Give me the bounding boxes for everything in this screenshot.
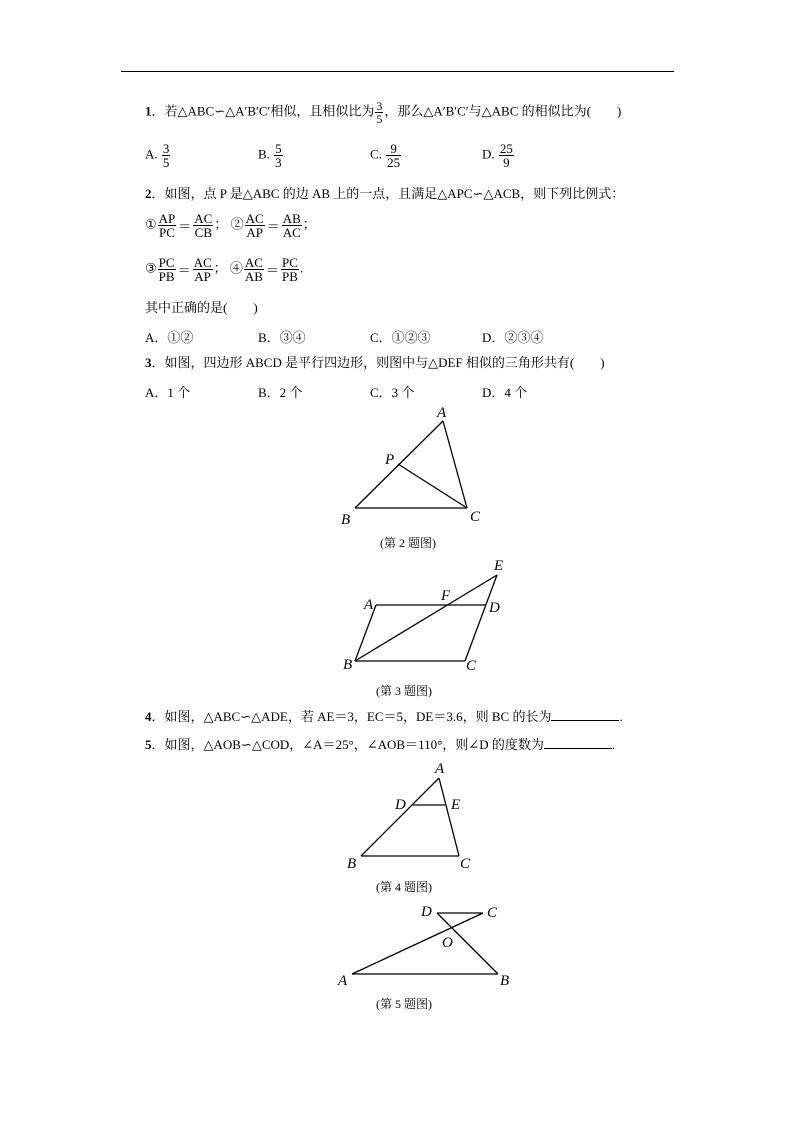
q2-option-a[interactable]: A．①② — [145, 330, 194, 345]
denominator: AP — [246, 225, 263, 240]
punctuation: . — [611, 737, 616, 752]
question-number: 5 — [145, 737, 152, 752]
punctuation: ； — [302, 216, 316, 232]
fig5-label-c: C — [487, 905, 498, 921]
segment-ce — [465, 575, 497, 661]
denominator: 5 — [376, 112, 383, 126]
fig5-label-o: O — [442, 935, 453, 951]
numerator: AC — [244, 255, 263, 270]
equals-sign: ＝ — [266, 219, 280, 234]
segment-ac — [352, 913, 483, 974]
numerator: 5 — [275, 141, 282, 156]
q2-option-d[interactable]: D．②③④ — [482, 330, 544, 345]
fig4-label-e: E — [451, 797, 461, 813]
fig5-label-b: B — [500, 973, 510, 989]
numerator: AC — [193, 255, 212, 270]
figure-5 — [352, 913, 498, 974]
q3-option-a[interactable]: A．1 个 — [145, 385, 191, 400]
fig3-label-a: A — [364, 597, 374, 613]
punctuation: ； — [214, 216, 228, 232]
option-letter: A. — [145, 146, 158, 162]
q3-option-b[interactable]: B．2 个 — [258, 385, 303, 400]
segment-ab — [361, 778, 439, 856]
question-text: ．如图，△AOB∽△COD，∠A＝25°，∠AOB＝110°，则∠D 的度数为 — [151, 737, 544, 752]
circled-number: ④ — [229, 260, 243, 276]
numerator: 9 — [386, 142, 401, 156]
question-text: ．如图，四边形 ABCD 是平行四边形，则图中与△DEF 相似的三角形共有( ) — [151, 355, 605, 370]
question-number: 2 — [145, 186, 152, 201]
figure-5-caption: (第 5 题图) — [376, 997, 432, 1011]
denominator: PB — [158, 269, 175, 284]
figure-2-caption: (第 2 题图) — [380, 536, 436, 550]
equals-sign: ＝ — [265, 263, 279, 278]
fig3-label-b: B — [343, 657, 353, 673]
fig2-label-c: C — [470, 509, 481, 525]
numerator: AB — [282, 211, 301, 226]
circled-number: ③ — [145, 260, 157, 276]
answer-blank[interactable] — [551, 708, 619, 721]
circled-number: ① — [145, 216, 157, 232]
numerator: PC — [282, 255, 298, 270]
question-text-cont: ，那么△A′B′C′与△ABC 的相似比为( ) — [384, 103, 622, 119]
equals-sign: ＝ — [177, 263, 191, 278]
fig3-label-f: F — [441, 588, 451, 604]
answer-blank[interactable] — [544, 736, 612, 749]
question-text: ．如图，△ABC∽△ADE，若 AE＝3，EC＝5，DE＝3.6，则 BC 的长为 — [151, 709, 552, 724]
q2-prompt: 其中正确的是( ) — [145, 300, 258, 315]
denominator: 3 — [275, 155, 282, 170]
option-letter: C. — [370, 146, 382, 162]
segment-ac — [439, 778, 459, 856]
numerator: 3 — [376, 99, 383, 113]
q3-option-d[interactable]: D．4 个 — [482, 385, 528, 400]
numerator: PC — [158, 255, 175, 270]
circled-number: ② — [230, 216, 244, 232]
fig4-label-d: D — [395, 797, 406, 813]
question-number: 4 — [145, 709, 152, 724]
denominator: AC — [282, 225, 301, 240]
fig3-label-c: C — [466, 658, 477, 674]
question-text: ．若△ABC∽△A′B′C′相似，且相似比为 — [151, 103, 375, 119]
question-5 — [145, 736, 615, 753]
numerator: AC — [245, 211, 264, 226]
question-text: ．如图，点 P 是△ABC 的边 AB 上的一点，且满足△APC∽△ACB，则下列比例式： — [151, 186, 625, 201]
denominator: AB — [244, 269, 263, 284]
fig5-label-d: D — [421, 904, 432, 920]
option-letter: B. — [258, 146, 270, 162]
numerator: 3 — [162, 141, 170, 156]
denominator: 25 — [387, 155, 401, 170]
punctuation: ； — [213, 260, 227, 276]
option-letter: D. — [482, 146, 495, 162]
fig3-label-d: D — [489, 600, 500, 616]
figure-2 — [355, 421, 467, 508]
segment-be — [355, 575, 497, 661]
numerator: AC — [194, 211, 213, 226]
figure-4 — [361, 778, 459, 856]
equals-sign: ＝ — [178, 219, 192, 234]
denominator: CB — [194, 225, 212, 240]
figure-3-caption: (第 3 题图) — [376, 684, 432, 698]
punctuation: . — [299, 260, 304, 276]
denominator: PC — [159, 225, 175, 240]
numerator: 25 — [499, 141, 513, 156]
fig2-label-b: B — [341, 512, 351, 528]
question-4 — [145, 708, 623, 725]
segment-ab — [355, 605, 376, 661]
q2-option-b[interactable]: B．③④ — [258, 330, 306, 345]
fig5-label-a: A — [338, 973, 348, 989]
denominator: 9 — [503, 155, 510, 170]
figure-3 — [355, 575, 497, 661]
numerator: AP — [158, 211, 176, 226]
q3-option-c[interactable]: C．3 个 — [370, 385, 415, 400]
q2-option-c[interactable]: C．①②③ — [370, 330, 431, 345]
denominator: AP — [194, 269, 211, 284]
fig4-label-b: B — [347, 856, 357, 872]
fig4-label-c: C — [460, 856, 471, 872]
fig3-label-e: E — [494, 558, 504, 574]
fig4-label-a: A — [435, 761, 445, 777]
fig2-label-a: A — [437, 405, 447, 421]
figure-4-caption: (第 4 题图) — [376, 880, 432, 894]
denominator: 5 — [162, 155, 170, 170]
question-number: 1 — [145, 103, 152, 119]
denominator: PB — [282, 269, 298, 284]
fig2-label-p: P — [385, 452, 395, 468]
punctuation: . — [619, 709, 623, 724]
question-number: 3 — [145, 355, 152, 370]
